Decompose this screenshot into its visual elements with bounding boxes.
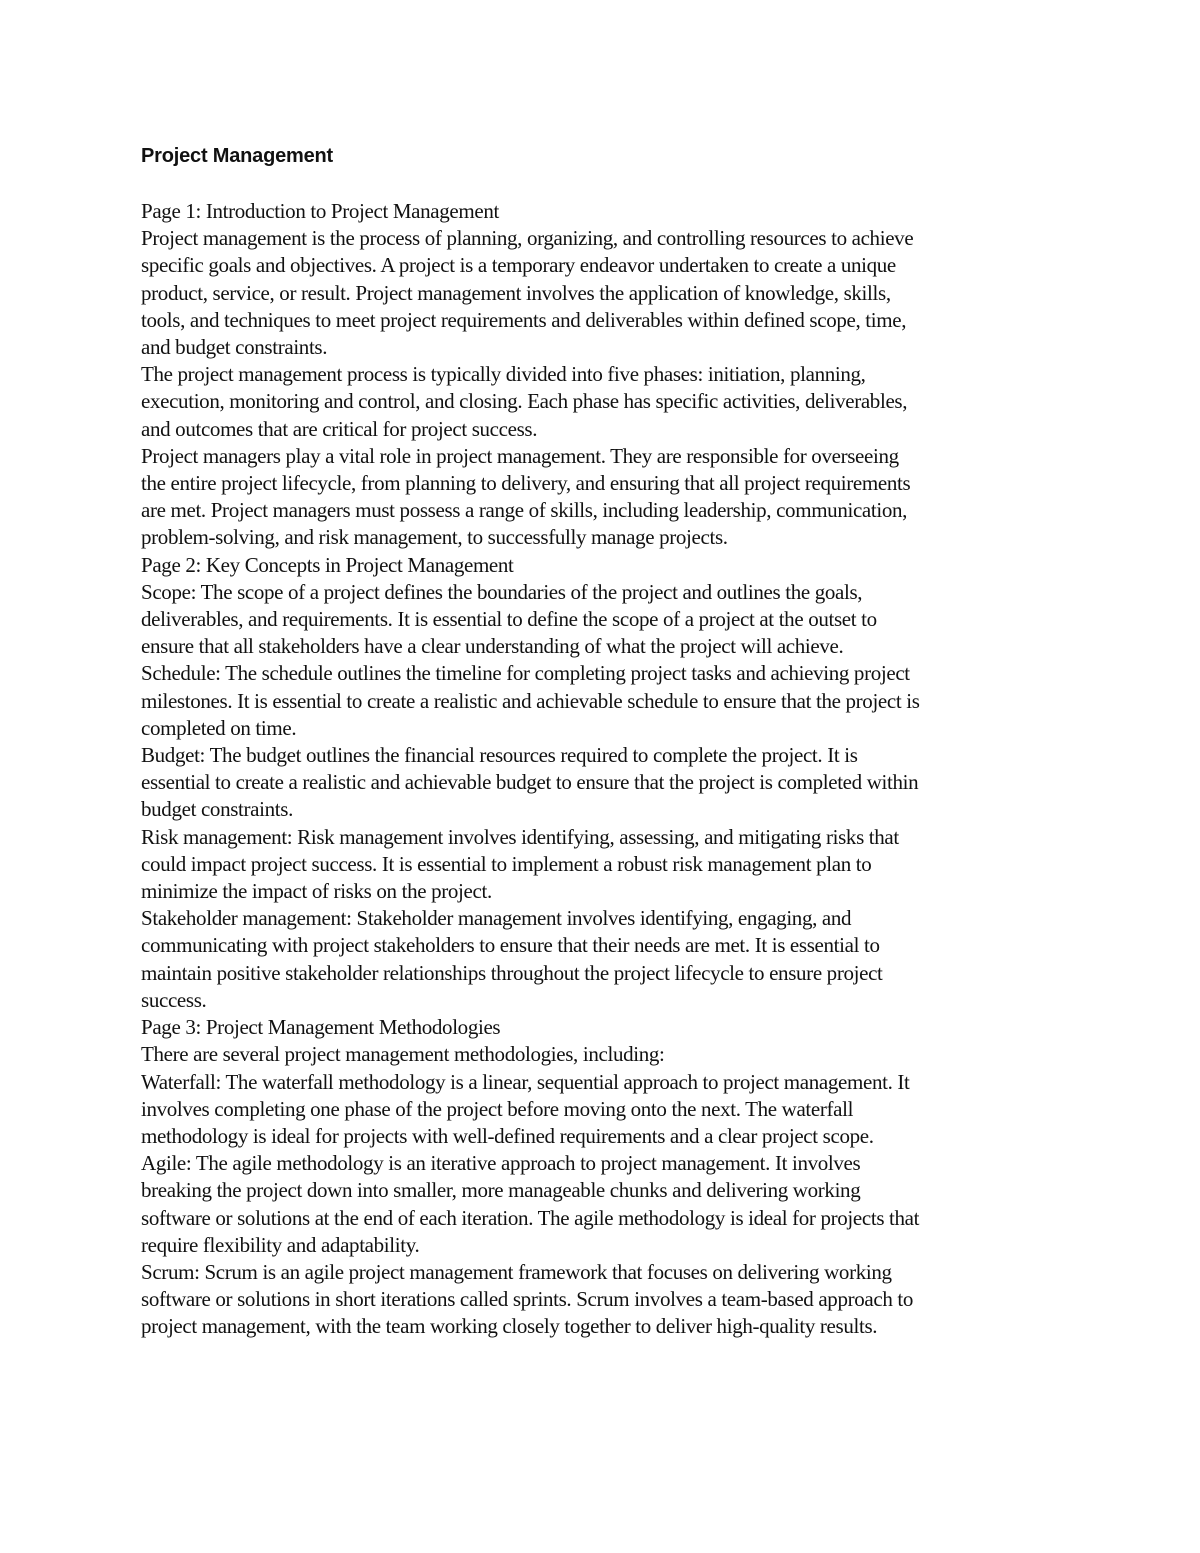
page-heading-3: Page 3: Project Management Methodologies [141, 1015, 501, 1040]
text-line: and budget constraints. [141, 335, 328, 360]
document-body [141, 198, 1071, 1341]
text-line: require flexibility and adaptability. [141, 1232, 420, 1257]
text-line: software or solutions in short iterations called sprints. Scrum involves a team-based approach to [141, 1287, 914, 1312]
text-line: software or solutions at the end of each iteration. The agile methodology is ideal for projects that [141, 1205, 920, 1230]
text-line: Stakeholder management: Stakeholder management involves identifying, engaging, and [141, 906, 852, 931]
text-line: Risk management: Risk management involves identifying, assessing, and mitigating risks that [141, 824, 899, 849]
text-line: maintain positive stakeholder relationships throughout the project lifecycle to ensure project [141, 960, 883, 985]
text-line: Project management is the process of planning, organizing, and controlling resources to achieve [141, 226, 914, 251]
text-line: Waterfall: The waterfall methodology is a linear, sequential approach to project management. It [141, 1069, 910, 1094]
text-line: There are several project management methodologies, including: [141, 1042, 665, 1067]
text-line: minimize the impact of risks on the project. [141, 879, 492, 904]
text-line: tools, and techniques to meet project requirements and deliverables within defined scope, time, [141, 307, 907, 332]
text-line: deliverables, and requirements. It is essential to define the scope of a project at the outset to [141, 607, 877, 632]
text-line: involves completing one phase of the project before moving onto the next. The waterfall [141, 1096, 854, 1121]
text-line: specific goals and objectives. A project is a temporary endeavor undertaken to create a unique [141, 253, 896, 278]
text-line: completed on time. [141, 715, 297, 740]
text-line: methodology is ideal for projects with well-defined requirements and a clear project scope. [141, 1123, 874, 1148]
page-heading-1: Page 1: Introduction to Project Management [141, 199, 499, 223]
text-line: problem-solving, and risk management, to successfully manage projects. [141, 525, 728, 550]
text-line: Project managers play a vital role in project management. They are responsible for overseeing [141, 443, 899, 468]
text-line: product, service, or result. Project management involves the application of knowledge, skills, [141, 280, 891, 305]
text-line: are met. Project managers must possess a range of skills, including leadership, communication, [141, 498, 908, 523]
text-line: Scope: The scope of a project defines the boundaries of the project and outlines the goals, [141, 579, 863, 604]
text-line: milestones. It is essential to create a realistic and achievable schedule to ensure that the project is [141, 688, 920, 713]
text-line: The project management process is typically divided into five phases: initiation, planning, [141, 362, 866, 387]
text-line: could impact project success. It is essential to implement a robust risk management plan to [141, 851, 872, 876]
text-line: budget constraints. [141, 797, 293, 822]
text-line: and outcomes that are critical for project success. [141, 416, 538, 441]
text-line: breaking the project down into smaller, more manageable chunks and delivering working [141, 1178, 861, 1203]
text-line: communicating with project stakeholders to ensure that their needs are met. It is essential to [141, 933, 880, 958]
text-line: execution, monitoring and control, and closing. Each phase has specific activities, deliverables, [141, 389, 908, 414]
text-line: Schedule: The schedule outlines the timeline for completing project tasks and achieving project [141, 661, 910, 686]
text-line: ensure that all stakeholders have a clear understanding of what the project will achieve. [141, 634, 844, 659]
text-line: Agile: The agile methodology is an iterative approach to project management. It involves [141, 1151, 861, 1176]
text-line: success. [141, 987, 207, 1012]
text-line: project management, with the team working closely together to deliver high-quality results. [141, 1314, 878, 1339]
text-line: essential to create a realistic and achievable budget to ensure that the project is completed within [141, 770, 919, 795]
page-heading-2: Page 2: Key Concepts in Project Management [141, 552, 514, 577]
text-line: Budget: The budget outlines the financial resources required to complete the project. It is [141, 743, 858, 768]
text-line: Scrum: Scrum is an agile project management framework that focuses on delivering working [141, 1259, 892, 1284]
document-title: Project Management [141, 145, 334, 167]
text-line: the entire project lifecycle, from planning to delivery, and ensuring that all project requirements [141, 471, 911, 496]
